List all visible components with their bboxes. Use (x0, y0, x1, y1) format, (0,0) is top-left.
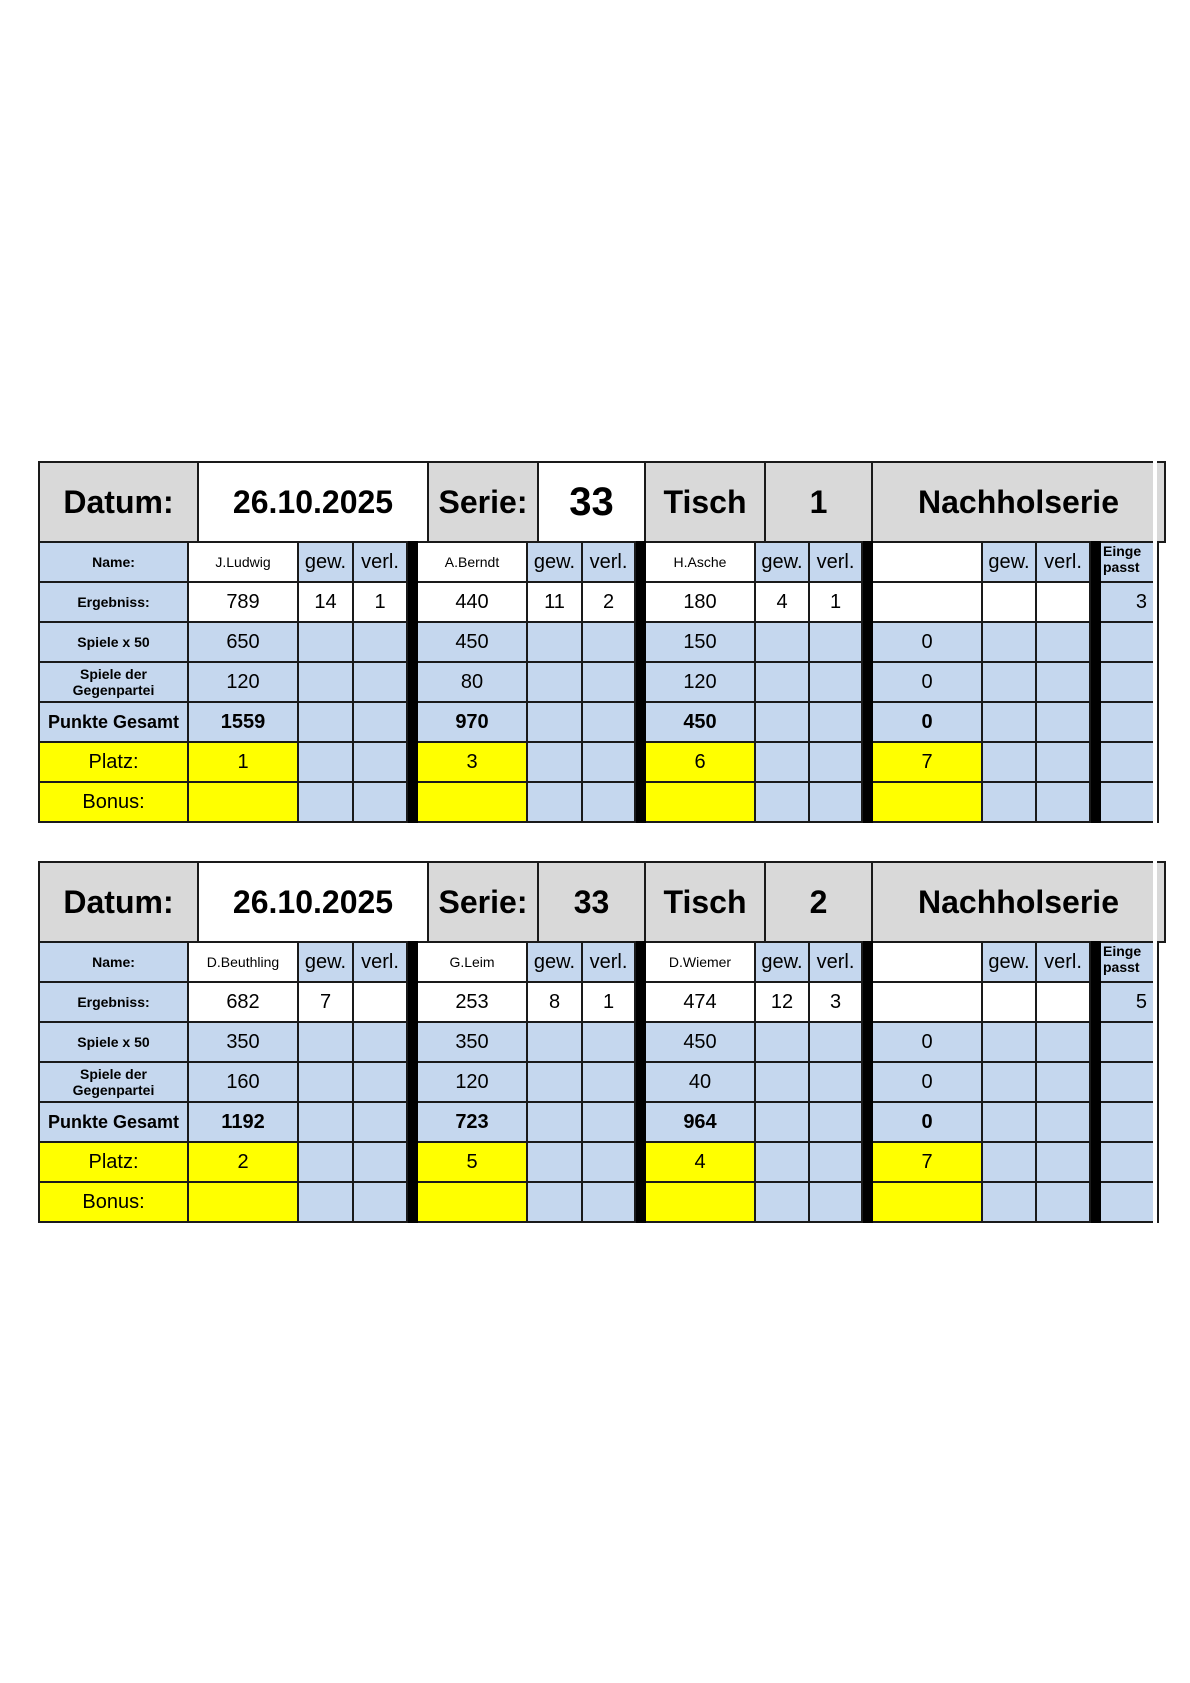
player-1-ergebnis: 789 (188, 582, 298, 622)
gew-cell (298, 1022, 353, 1062)
verl-cell (353, 622, 407, 662)
row-label-spiele50: Spiele x 50 (39, 622, 188, 662)
column-separator (407, 662, 417, 702)
row-label-punkte: Punkte Gesamt (39, 702, 188, 742)
verl-cell (809, 742, 862, 782)
verl-cell (809, 782, 862, 822)
player-1-name: J.Ludwig (188, 542, 298, 582)
player-4-name (872, 942, 982, 982)
player-4-bonus (872, 1182, 982, 1222)
verl-cell (582, 662, 635, 702)
column-separator (407, 702, 417, 742)
player-4-platz: 7 (872, 1142, 982, 1182)
serie-label: Serie: (428, 862, 538, 942)
column-separator (635, 702, 645, 742)
column-separator (1090, 542, 1100, 582)
gew-cell (298, 1182, 353, 1222)
eingepasst-cell (1100, 1182, 1158, 1222)
column-separator (1090, 662, 1100, 702)
row-label-bonus: Bonus: (39, 782, 188, 822)
player-4-ergebnis (872, 582, 982, 622)
player-3-bonus (645, 1182, 755, 1222)
verl-cell (582, 1142, 635, 1182)
eingepasst-line-1: Einge (1103, 943, 1142, 959)
row-label-platz: Platz: (39, 742, 188, 782)
gew-cell (982, 702, 1036, 742)
column-separator (862, 702, 872, 742)
gew-cell (755, 782, 809, 822)
datum-label: Datum: (39, 862, 198, 942)
row-label-name: Name: (39, 542, 188, 582)
column-separator (1090, 702, 1100, 742)
column-separator (862, 742, 872, 782)
verl-cell (582, 1182, 635, 1222)
verl-header: verl. (353, 942, 407, 982)
gew-cell (527, 1062, 582, 1102)
row-label-line-2: Gegenpartei (72, 682, 155, 698)
player-2-spiele50: 450 (417, 622, 527, 662)
eingepasst-header (1100, 542, 1158, 582)
player-1-bonus (188, 782, 298, 822)
eingepasst-cell (1100, 702, 1158, 742)
gew-cell (298, 1102, 353, 1142)
gew-cell (755, 622, 809, 662)
gew-cell (298, 1062, 353, 1102)
player-4-punkte: 0 (872, 1102, 982, 1142)
player-4-ergebnis (872, 982, 982, 1022)
datum-label: Datum: (39, 462, 198, 542)
column-separator (635, 942, 645, 982)
player-2-punkte: 723 (417, 1102, 527, 1142)
gew-cell (755, 1102, 809, 1142)
column-separator (862, 1182, 872, 1222)
player-2-ergebnis: 253 (417, 982, 527, 1022)
player-4-spiele50: 0 (872, 1022, 982, 1062)
verl-cell (809, 662, 862, 702)
row-label-punkte: Punkte Gesamt (39, 1102, 188, 1142)
score-sheets (38, 461, 1157, 1223)
player-3-platz: 6 (645, 742, 755, 782)
player-3-name: H.Asche (645, 542, 755, 582)
player-3-ergebnis: 180 (645, 582, 755, 622)
column-separator (862, 1142, 872, 1182)
gew-cell (527, 622, 582, 662)
gew-cell (298, 622, 353, 662)
eingepasst-cell (1100, 1062, 1158, 1102)
verl-cell (1036, 782, 1090, 822)
verl-cell (353, 1022, 407, 1062)
player-1-platz: 2 (188, 1142, 298, 1182)
verl-cell (353, 1142, 407, 1182)
gew-header: gew. (982, 542, 1036, 582)
player-2-spiele50: 350 (417, 1022, 527, 1062)
gew-cell (982, 1102, 1036, 1142)
player-3-punkte: 450 (645, 702, 755, 742)
verl-cell (1036, 622, 1090, 662)
player-3-ergebnis: 474 (645, 982, 755, 1022)
verl-cell (582, 742, 635, 782)
column-separator (862, 1102, 872, 1142)
player-4-gegen: 0 (872, 1062, 982, 1102)
gew-cell (298, 702, 353, 742)
verl-cell (809, 1182, 862, 1222)
player-3-spiele50: 450 (645, 1022, 755, 1062)
verl-cell (353, 782, 407, 822)
gew-header: gew. (982, 942, 1036, 982)
verl-cell (353, 662, 407, 702)
eingepasst-cell (1100, 622, 1158, 662)
verl-cell (809, 1062, 862, 1102)
player-3-gegen: 40 (645, 1062, 755, 1102)
gew-cell (527, 742, 582, 782)
gew-cell (298, 742, 353, 782)
player-1-verl (353, 982, 407, 1022)
verl-header: verl. (809, 942, 862, 982)
eingepasst-line-1: Einge (1103, 543, 1142, 559)
verl-header: verl. (582, 942, 635, 982)
verl-cell (1036, 1022, 1090, 1062)
tisch-label: Tisch (645, 462, 765, 542)
score-table-2 (38, 861, 1157, 1223)
tisch-value: 2 (765, 862, 872, 942)
player-2-verl: 2 (582, 582, 635, 622)
player-4-punkte: 0 (872, 702, 982, 742)
verl-cell (1036, 702, 1090, 742)
verl-cell (809, 702, 862, 742)
player-4-verl (1036, 982, 1090, 1022)
gew-cell (982, 742, 1036, 782)
column-separator (407, 1062, 417, 1102)
column-separator (1090, 582, 1100, 622)
column-separator (635, 1142, 645, 1182)
gew-header: gew. (527, 942, 582, 982)
verl-cell (582, 1102, 635, 1142)
player-2-name: G.Leim (417, 942, 527, 982)
gew-cell (982, 1062, 1036, 1102)
gew-cell (982, 1142, 1036, 1182)
column-separator (407, 982, 417, 1022)
column-separator (862, 1022, 872, 1062)
row-label-line-1: Spiele der (80, 1066, 147, 1082)
verl-header: verl. (582, 542, 635, 582)
row-label-ergebnis: Ergebniss: (39, 982, 188, 1022)
column-separator (407, 622, 417, 662)
player-2-gew: 11 (527, 582, 582, 622)
player-1-punkte: 1192 (188, 1102, 298, 1142)
column-separator (407, 582, 417, 622)
eingepasst-cell (1100, 1102, 1158, 1142)
column-separator (407, 1182, 417, 1222)
column-separator (407, 542, 417, 582)
column-separator (1090, 982, 1100, 1022)
column-separator (635, 982, 645, 1022)
gew-header: gew. (298, 542, 353, 582)
player-1-platz: 1 (188, 742, 298, 782)
column-separator (407, 1142, 417, 1182)
player-3-platz: 4 (645, 1142, 755, 1182)
eingepasst-cell (1100, 1142, 1158, 1182)
column-separator (635, 622, 645, 662)
tisch-value: 1 (765, 462, 872, 542)
serie-value: 33 (538, 862, 645, 942)
gew-cell (755, 1062, 809, 1102)
verl-cell (1036, 1142, 1090, 1182)
gew-cell (755, 742, 809, 782)
gew-cell (527, 1182, 582, 1222)
column-separator (407, 742, 417, 782)
column-separator (1090, 622, 1100, 662)
series-title: Nachholserie (872, 462, 1165, 542)
column-separator (862, 582, 872, 622)
verl-header: verl. (1036, 542, 1090, 582)
table-gap (38, 823, 1157, 861)
verl-cell (1036, 1182, 1090, 1222)
player-1-spiele50: 350 (188, 1022, 298, 1062)
gew-cell (982, 782, 1036, 822)
player-4-name (872, 542, 982, 582)
eingepasst-cell (1100, 742, 1158, 782)
verl-cell (809, 1142, 862, 1182)
eingepasst-value: 5 (1100, 982, 1158, 1022)
player-2-gew: 8 (527, 982, 582, 1022)
column-separator (1090, 1062, 1100, 1102)
datum-value: 26.10.2025 (198, 862, 428, 942)
row-label-spiele50: Spiele x 50 (39, 1022, 188, 1062)
player-2-gegen: 120 (417, 1062, 527, 1102)
verl-cell (582, 1062, 635, 1102)
player-2-name: A.Berndt (417, 542, 527, 582)
verl-cell (353, 1182, 407, 1222)
gew-cell (527, 1102, 582, 1142)
verl-cell (809, 622, 862, 662)
player-4-platz: 7 (872, 742, 982, 782)
column-separator (862, 1062, 872, 1102)
right-edge-clip (1153, 861, 1157, 1223)
player-1-gegen: 120 (188, 662, 298, 702)
column-separator (635, 662, 645, 702)
gew-cell (298, 662, 353, 702)
player-3-gew: 4 (755, 582, 809, 622)
row-label-gegenpartei (39, 1062, 188, 1102)
column-separator (635, 542, 645, 582)
column-separator (407, 1102, 417, 1142)
player-1-name: D.Beuthling (188, 942, 298, 982)
player-2-gegen: 80 (417, 662, 527, 702)
tisch-label: Tisch (645, 862, 765, 942)
verl-cell (1036, 1062, 1090, 1102)
verl-cell (353, 1062, 407, 1102)
player-2-bonus (417, 782, 527, 822)
column-separator (635, 782, 645, 822)
player-4-gew (982, 982, 1036, 1022)
column-separator (1090, 1182, 1100, 1222)
column-separator (1090, 782, 1100, 822)
column-separator (407, 782, 417, 822)
verl-cell (582, 702, 635, 742)
verl-cell (582, 1022, 635, 1062)
column-separator (862, 622, 872, 662)
datum-value: 26.10.2025 (198, 462, 428, 542)
player-4-gegen: 0 (872, 662, 982, 702)
gew-cell (982, 1182, 1036, 1222)
right-edge-clip (1153, 461, 1157, 823)
verl-cell (582, 782, 635, 822)
player-1-spiele50: 650 (188, 622, 298, 662)
gew-cell (527, 782, 582, 822)
gew-header: gew. (755, 942, 809, 982)
player-4-spiele50: 0 (872, 622, 982, 662)
row-label-ergebnis: Ergebniss: (39, 582, 188, 622)
verl-cell (809, 1022, 862, 1062)
verl-cell (353, 702, 407, 742)
gew-cell (527, 1142, 582, 1182)
column-separator (407, 942, 417, 982)
gew-cell (982, 662, 1036, 702)
column-separator (1090, 1102, 1100, 1142)
verl-cell (353, 1102, 407, 1142)
player-3-punkte: 964 (645, 1102, 755, 1142)
column-separator (862, 662, 872, 702)
player-2-punkte: 970 (417, 702, 527, 742)
column-separator (407, 1022, 417, 1062)
eingepasst-value: 3 (1100, 582, 1158, 622)
player-4-bonus (872, 782, 982, 822)
column-separator (862, 982, 872, 1022)
verl-cell (1036, 1102, 1090, 1142)
gew-cell (755, 702, 809, 742)
player-1-bonus (188, 1182, 298, 1222)
row-label-bonus: Bonus: (39, 1182, 188, 1222)
verl-cell (1036, 742, 1090, 782)
gew-cell (755, 1142, 809, 1182)
player-2-platz: 3 (417, 742, 527, 782)
column-separator (635, 1022, 645, 1062)
gew-cell (982, 622, 1036, 662)
column-separator (635, 582, 645, 622)
column-separator (1090, 1142, 1100, 1182)
verl-cell (353, 742, 407, 782)
eingepasst-header (1100, 942, 1158, 982)
player-1-verl: 1 (353, 582, 407, 622)
player-2-ergebnis: 440 (417, 582, 527, 622)
verl-cell (809, 1102, 862, 1142)
player-1-gegen: 160 (188, 1062, 298, 1102)
gew-cell (527, 662, 582, 702)
serie-label: Serie: (428, 462, 538, 542)
column-separator (1090, 1022, 1100, 1062)
gew-cell (527, 702, 582, 742)
gew-cell (982, 1022, 1036, 1062)
gew-cell (527, 1022, 582, 1062)
column-separator (1090, 742, 1100, 782)
player-3-gew: 12 (755, 982, 809, 1022)
row-label-gegenpartei (39, 662, 188, 702)
gew-header: gew. (755, 542, 809, 582)
player-3-gegen: 120 (645, 662, 755, 702)
column-separator (862, 542, 872, 582)
row-label-line-1: Spiele der (80, 666, 147, 682)
player-1-gew: 7 (298, 982, 353, 1022)
verl-header: verl. (353, 542, 407, 582)
row-label-platz: Platz: (39, 1142, 188, 1182)
score-table-1 (38, 461, 1157, 823)
eingepasst-cell (1100, 782, 1158, 822)
eingepasst-line-2: passt (1103, 559, 1140, 575)
row-label-line-2: Gegenpartei (72, 1082, 155, 1098)
eingepasst-cell (1100, 662, 1158, 702)
column-separator (862, 942, 872, 982)
player-3-bonus (645, 782, 755, 822)
series-title: Nachholserie (872, 862, 1165, 942)
verl-cell (1036, 662, 1090, 702)
player-3-spiele50: 150 (645, 622, 755, 662)
player-1-gew: 14 (298, 582, 353, 622)
gew-cell (298, 1142, 353, 1182)
gew-cell (755, 1022, 809, 1062)
player-3-name: D.Wiemer (645, 942, 755, 982)
column-separator (635, 1062, 645, 1102)
player-3-verl: 3 (809, 982, 862, 1022)
gew-header: gew. (527, 542, 582, 582)
column-separator (635, 1102, 645, 1142)
verl-header: verl. (809, 542, 862, 582)
gew-cell (298, 782, 353, 822)
column-separator (635, 1182, 645, 1222)
column-separator (862, 782, 872, 822)
eingepasst-cell (1100, 1022, 1158, 1062)
gew-cell (755, 662, 809, 702)
serie-value: 33 (538, 462, 645, 542)
column-separator (1090, 942, 1100, 982)
column-separator (635, 742, 645, 782)
player-2-bonus (417, 1182, 527, 1222)
verl-header: verl. (1036, 942, 1090, 982)
player-2-platz: 5 (417, 1142, 527, 1182)
player-1-ergebnis: 682 (188, 982, 298, 1022)
gew-cell (755, 1182, 809, 1222)
player-2-verl: 1 (582, 982, 635, 1022)
player-4-verl (1036, 582, 1090, 622)
eingepasst-line-2: passt (1103, 959, 1140, 975)
player-4-gew (982, 582, 1036, 622)
player-1-punkte: 1559 (188, 702, 298, 742)
player-3-verl: 1 (809, 582, 862, 622)
gew-header: gew. (298, 942, 353, 982)
verl-cell (582, 622, 635, 662)
row-label-name: Name: (39, 942, 188, 982)
